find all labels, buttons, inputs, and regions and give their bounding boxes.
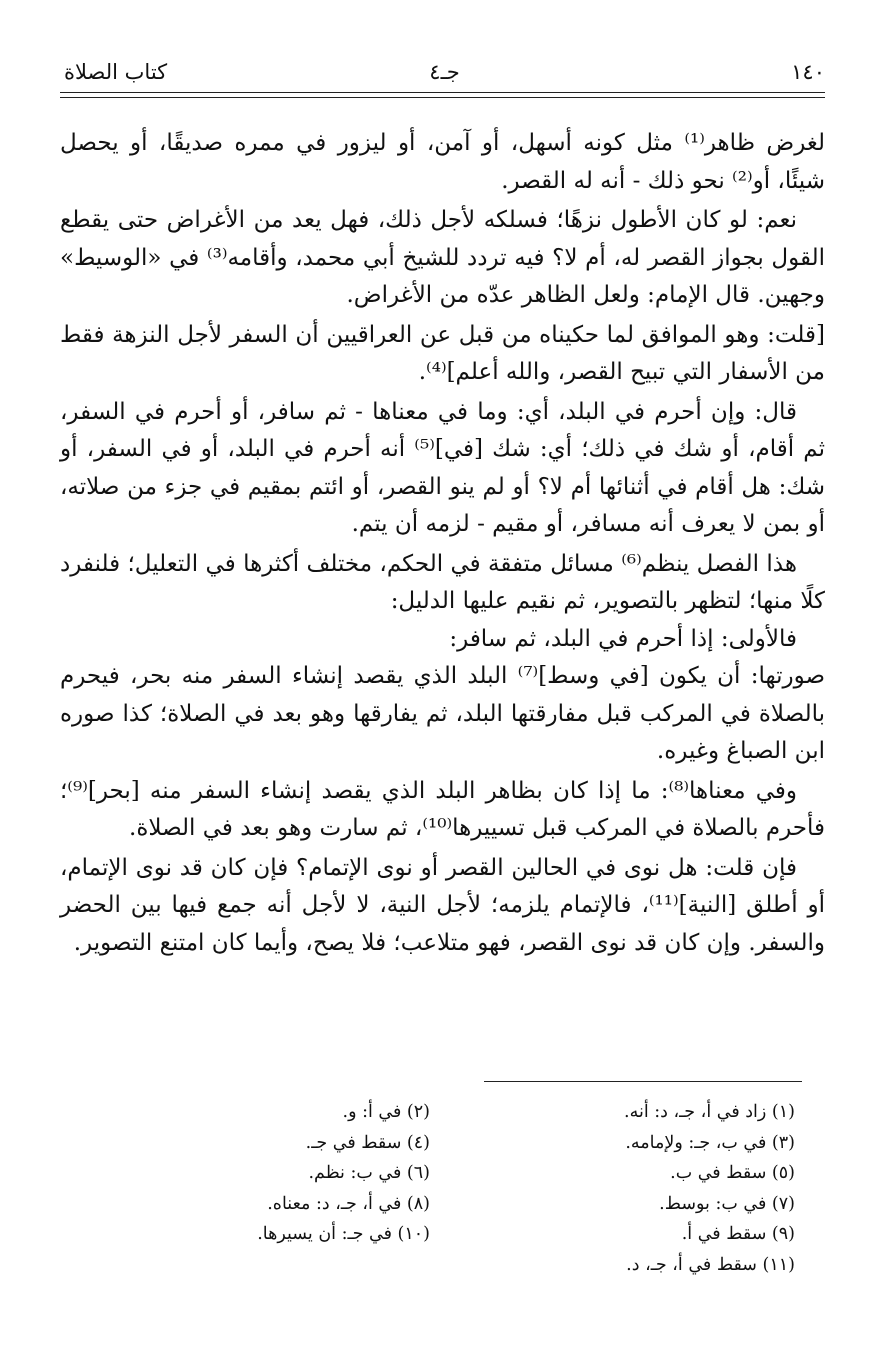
footnote: (٢) في أ: و.: [342, 1102, 430, 1122]
paragraph: صورتها: أن يكون [في وسط]⁽⁷⁾ البلد الذي يقصد إنشاء السفر منه بحر، فيحرم بالصلاة في المركب قبل مفارقتها البلد، ثم يفارقها وهو بعد في الصلاة؛ كذا صوره ابن الصباغ وغيره.: [60, 663, 825, 764]
header-rule-thick: [60, 92, 825, 93]
footnote: (١٠) في جـ: أن يسيرها.: [257, 1224, 430, 1244]
volume-label: جـ٤: [429, 60, 460, 84]
footnote: (٩) سقط في أ.: [681, 1224, 795, 1244]
footnote: (٣) في ب، جـ: ولإمامه.: [625, 1132, 795, 1153]
footnote-separator: [484, 1081, 802, 1082]
paragraph: قال: وإن أحرم في البلد، أي: وما في معناها - ثم سافر، أو أحرم في السفر، ثم أقام، أو شك في ذلك؛ أي: شك [في]⁽⁵⁾ أنه أحرم في البلد، أو في السفر، أو شك: هل أقام في أثنائها أم لا؟ أو لم ينو القصر، أو ائتم بمقيم في جزء من صلاته، أو بمن لا يعرف أنه مسافر، أو مقيم - لزمه أن يتم.: [60, 398, 825, 537]
paragraph: فإن قلت: هل نوى في الحالين القصر أو نوى الإتمام؟ فإن كان قد نوى الإتمام، أو أطلق [النية]⁽¹¹⁾، فالإتمام يلزمه؛ لأجل النية، لا لأجل أنه جمع فيها بين الحضر والسفر. وإن كان قد نوى القصر، فهو متلاعب؛ فلا يصح، وأيما كان امتنع التصوير.: [60, 854, 825, 956]
paragraph: [قلت: وهو الموافق لما حكيناه من قبل عن العراقيين أن السفر لأجل النزهة فقط من الأسفار التي تبيح القصر، والله أعلم]⁽⁴⁾.: [60, 321, 825, 385]
paragraph: هذا الفصل ينظم⁽⁶⁾ مسائل متفقة في الحكم، مختلف أكثرها في التعليل؛ فلنفرد كلًا منها؛ لتظهر بالتصوير، ثم نقيم عليها الدليل:: [60, 550, 825, 614]
paragraph: نعم: لو كان الأطول نزهًا؛ فسلكه لأجل ذلك، فهل يعد من الأغراض حتى يقطع القول بجواز القصر له، أم لا؟ فيه تردد للشيخ أبي محمد، وأقامه⁽³⁾ في «الوسيط» وجهين. قال الإمام: ولعل الظاهر عدّه من الأغراض.: [60, 207, 825, 308]
footnote: (٨) في أ، جـ، د: معناه.: [267, 1193, 430, 1214]
footnote: (١) زاد في أ، جـ، د: أنه.: [624, 1102, 795, 1122]
footnote: (٥) سقط في ب.: [670, 1163, 795, 1183]
header-rule-thin: [60, 97, 825, 98]
paragraph: فالأولى: إذا أحرم في البلد، ثم سافر:: [449, 625, 797, 652]
page-number: ١٤٠: [791, 60, 825, 84]
book-title: كتاب الصلاة: [64, 60, 168, 84]
footnote: (٦) في ب: نظم.: [308, 1163, 430, 1183]
paragraph: وفي معناها⁽⁸⁾: ما إذا كان بظاهر البلد الذي يقصد إنشاء السفر منه [بحر]⁽⁹⁾؛ فأحرم بالصلاة في المركب قبل تسييرها⁽¹⁰⁾، ثم سارت وهو بعد في الصلاة.: [60, 777, 825, 841]
main-text: [60, 125, 825, 962]
footnote: (١١) سقط في أ، جـ، د.: [626, 1254, 795, 1275]
footnotes-left-column: [110, 1097, 430, 1250]
footnote: (٤) سقط في جـ.: [305, 1132, 430, 1153]
footnotes-right-column: [475, 1097, 795, 1280]
footnote: (٧) في ب: بوسط.: [659, 1193, 795, 1214]
paragraph: لغرض ظاهر⁽¹⁾ مثل كونه أسهل، أو آمن، أو ليزور في ممره صديقًا، أو يحصل شيئًا، أو⁽²⁾ نحو ذلك - أنه له القصر.: [60, 130, 825, 194]
running-header: [64, 60, 825, 92]
